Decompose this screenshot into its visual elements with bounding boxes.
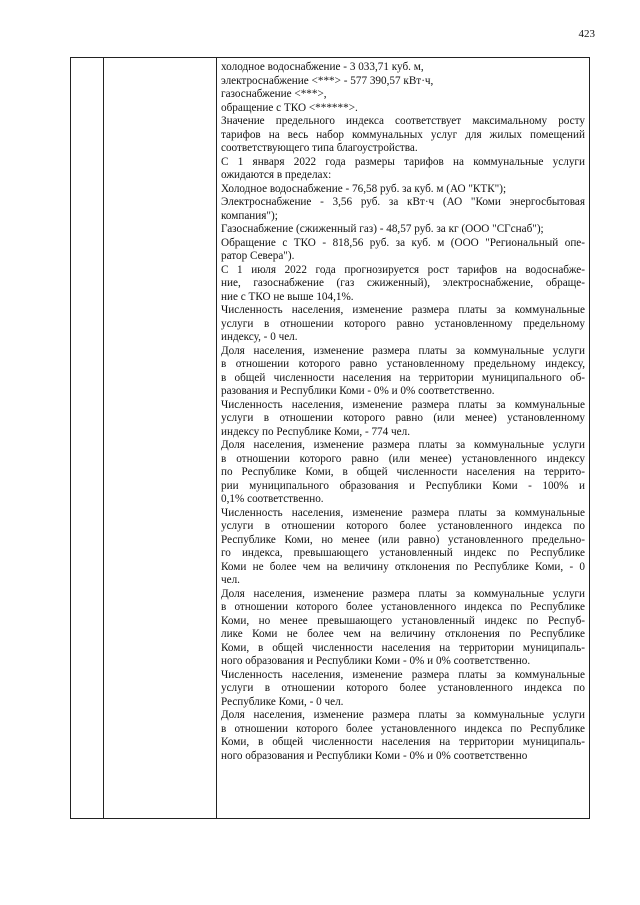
text-line: Численность населения, изменение размера платы за коммунальные (221, 506, 585, 519)
text-line: электроснабжение <***> - 577 390,57 кВт·ч, (221, 74, 434, 87)
text-line: услуги в отношении которого равно (или менее) установленному (221, 412, 585, 424)
text-line: ние, газоснабжение (газ сжиженный), электроснабжение, обраще- (221, 277, 585, 289)
text-line: 0,1% соответственно. (221, 493, 324, 505)
text-line: в отношении которого равно установленному предельному индексу, (221, 358, 585, 370)
text-line: Обращение с ТКО - 818,56 руб. за куб. м (ООО "Региональный опе- (221, 236, 585, 249)
document-table (70, 57, 590, 819)
text-line: С 1 января 2022 года размеры тарифов на коммунальные услуги (221, 155, 585, 168)
text-line: Газоснабжение (сжиженный газ) - 48,57 руб. за кг (ООО "СГснаб"); (221, 223, 544, 235)
text-line: Коми, в общей численности населения на территории муниципаль- (221, 736, 585, 748)
text-line: соответствующего типа благоустройства. (221, 142, 418, 154)
text-line: разования и Республики Коми - 0% и 0% соответственно. (221, 385, 495, 397)
text-line: в отношении которого более установленного индекса по Республике (221, 722, 585, 735)
text-line: услуги в отношении которого более установленного индекса по (221, 520, 585, 532)
text-line: Доля населения, изменение размера платы за коммунальные услуги (221, 439, 585, 451)
text-line: услуги в отношении которого равно установленному предельному (221, 317, 585, 330)
text-line: рии муниципального образования и Республики Коми - 100% и (221, 479, 585, 492)
table-cell-label (104, 58, 217, 819)
text-line: Численность населения, изменение размера платы за коммунальные (221, 668, 585, 681)
text-line: Холодное водоснабжение - 76,58 руб. за куб. м (АО "КТК"); (221, 182, 507, 195)
text-line: Доля населения, изменение размера платы за коммунальные услуги (221, 587, 585, 600)
text-line: Значение предельного индекса соответствует максимальному росту (221, 115, 585, 127)
text-line: Электроснабжение - 3,56 руб. за кВт·ч (АО "Коми энергосбытовая (221, 196, 585, 208)
text-line: тарифов на весь набор коммунальных услуг для жилых помещений (221, 128, 585, 141)
text-line: индексу по Республике Коми, - 774 чел. (221, 425, 411, 438)
text-line: индексу, - 0 чел. (221, 331, 298, 343)
text-line: Республике Коми, - 0 чел. (221, 695, 344, 708)
text-line: С 1 июля 2022 года прогнозируется рост тарифов на водоснабже- (221, 263, 585, 276)
text-line: Доля населения, изменение размера платы за коммунальные услуги (221, 344, 585, 357)
text-line: Коми не более чем на величину отклонения по Республике Коми, - 0 (221, 560, 585, 573)
text-line: Численность населения, изменение размера платы за коммунальные (221, 304, 585, 316)
text-line: в общей численности населения на территории муниципального об- (221, 371, 585, 384)
text-line: Коми, но менее превышающего установленный индекс по Респуб- (221, 614, 585, 627)
text-line: услуги в отношении которого более установленного индекса по (221, 682, 585, 694)
text-line: в отношении которого более установленного индекса по Республике (221, 601, 585, 613)
text-line: ного образования и Республики Коми - 0% и 0% соответственно. (221, 655, 531, 667)
table-row (71, 58, 590, 819)
table-cell-number (71, 58, 104, 819)
text-line: ожидаются в пределах: (221, 169, 332, 181)
text-line: Коми, в общей численности населения на территории муниципаль- (221, 641, 585, 654)
text-line: компания"); (221, 209, 278, 222)
page-number: 423 (578, 28, 595, 40)
text-line: ратор Севера"). (221, 250, 295, 262)
text-line: Численность населения, изменение размера платы за коммунальные (221, 398, 585, 411)
text-line: чел. (221, 574, 240, 586)
table-cell-text (217, 58, 590, 819)
text-line: обращение с ТКО <******>. (221, 101, 358, 114)
text-line: в отношении которого равно (или менее) установленного индексу (221, 452, 585, 465)
text-line: холодное водоснабжение - 3 033,71 куб. м, (221, 61, 424, 73)
text-line: Доля населения, изменение размера платы за коммунальные услуги (221, 709, 585, 721)
text-line: по Республике Коми, в общей численности населения на террито- (221, 466, 585, 478)
text-line: ного образования и Республики Коми - 0% и 0% соответственно (221, 749, 528, 762)
text-line: ние с ТКО не выше 104,1%. (221, 290, 354, 303)
text-line: лике Коми не более чем на величину отклонения по Республике (221, 628, 585, 640)
text-line: го индекса, превышающего установленный индекс по Республике (221, 547, 585, 559)
text-line: Республике Коми, но менее (или равно) установленного предельно- (221, 533, 585, 546)
text-line: газоснабжение <***>, (221, 88, 327, 100)
